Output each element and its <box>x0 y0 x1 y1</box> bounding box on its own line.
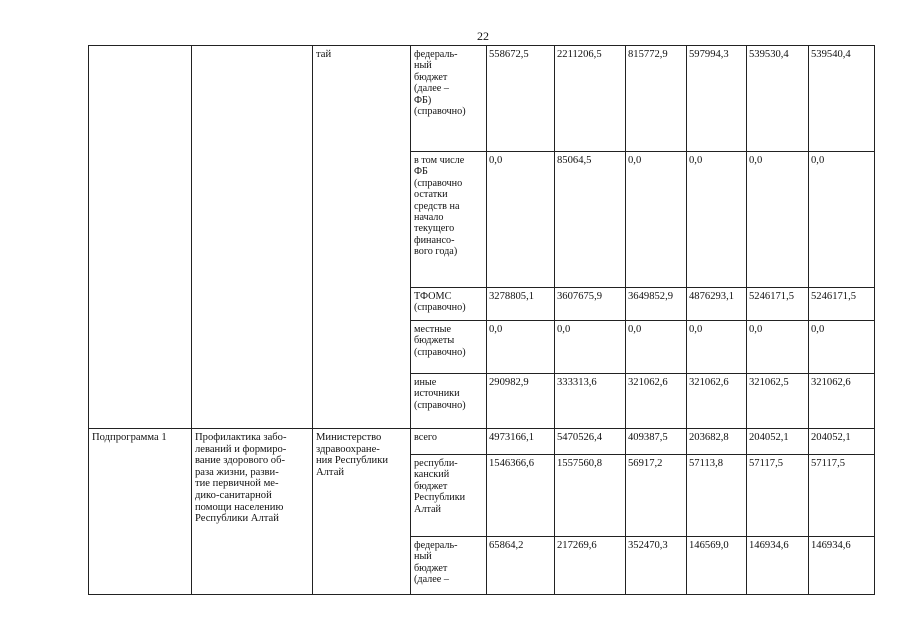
empty-cell <box>192 374 313 429</box>
value-cell: 321062,6 <box>809 374 875 429</box>
value-cell: 0,0 <box>747 321 809 374</box>
value-cell: 597994,3 <box>687 46 747 152</box>
value-cell: 203682,8 <box>687 429 747 455</box>
subprogram-label: Подпрограмма 1 <box>89 429 192 595</box>
value-cell: 4973166,1 <box>487 429 555 455</box>
value-cell: 539530,4 <box>747 46 809 152</box>
funding-source: федераль- ный бюджет (далее – ФБ) (справочно) <box>411 46 487 152</box>
value-cell: 5246171,5 <box>809 288 875 321</box>
value-cell: 539540,4 <box>809 46 875 152</box>
value-cell: 0,0 <box>809 152 875 288</box>
budget-table <box>88 45 875 595</box>
value-cell: 4876293,1 <box>687 288 747 321</box>
value-cell: 146569,0 <box>687 537 747 595</box>
value-cell: 57117,5 <box>747 455 809 537</box>
table-row <box>89 429 875 455</box>
value-cell: 2211206,5 <box>555 46 626 152</box>
funding-source: ТФОМС (справочно) <box>411 288 487 321</box>
value-cell: 85064,5 <box>555 152 626 288</box>
value-cell: 5470526,4 <box>555 429 626 455</box>
value-cell: 3607675,9 <box>555 288 626 321</box>
value-cell: 1557560,8 <box>555 455 626 537</box>
value-cell: 57113,8 <box>687 455 747 537</box>
subprogram-executor: Министерство здравоохране- ния Республики Алтай <box>313 429 411 595</box>
executor-cell: тай <box>313 46 411 429</box>
value-cell: 352470,3 <box>626 537 687 595</box>
value-cell: 409387,5 <box>626 429 687 455</box>
value-cell: 815772,9 <box>626 46 687 152</box>
value-cell: 0,0 <box>687 152 747 288</box>
value-cell: 321062,6 <box>626 374 687 429</box>
empty-cell <box>89 288 192 321</box>
value-cell: 558672,5 <box>487 46 555 152</box>
empty-cell <box>192 321 313 374</box>
value-cell: 217269,6 <box>555 537 626 595</box>
value-cell: 5246171,5 <box>747 288 809 321</box>
value-cell: 146934,6 <box>809 537 875 595</box>
empty-cell <box>192 288 313 321</box>
empty-cell <box>89 374 192 429</box>
funding-source: в том числе ФБ (справочно остатки средств на начало текущего финансо- вого года) <box>411 152 487 288</box>
empty-cell <box>89 46 192 152</box>
value-cell: 0,0 <box>555 321 626 374</box>
funding-source: местные бюджеты (справочно) <box>411 321 487 374</box>
value-cell: 0,0 <box>487 321 555 374</box>
value-cell: 321062,5 <box>747 374 809 429</box>
empty-cell <box>89 321 192 374</box>
table-row <box>89 321 875 374</box>
funding-source: федераль- ный бюджет (далее – <box>411 537 487 595</box>
table-row <box>89 46 875 152</box>
value-cell: 146934,6 <box>747 537 809 595</box>
value-cell: 204052,1 <box>747 429 809 455</box>
value-cell: 3649852,9 <box>626 288 687 321</box>
value-cell: 333313,6 <box>555 374 626 429</box>
table-body-subprogram <box>89 429 875 595</box>
value-cell: 0,0 <box>747 152 809 288</box>
value-cell: 204052,1 <box>809 429 875 455</box>
table-row <box>89 152 875 288</box>
value-cell: 65864,2 <box>487 537 555 595</box>
funding-source: всего <box>411 429 487 455</box>
value-cell: 0,0 <box>687 321 747 374</box>
value-cell: 0,0 <box>626 321 687 374</box>
empty-cell <box>192 152 313 288</box>
funding-source: республи- канский бюджет Республики Алтай <box>411 455 487 537</box>
value-cell: 321062,6 <box>687 374 747 429</box>
funding-source: иные источники (справочно) <box>411 374 487 429</box>
table-row <box>89 288 875 321</box>
value-cell: 1546366,6 <box>487 455 555 537</box>
value-cell: 0,0 <box>626 152 687 288</box>
table-body-continuation <box>89 46 875 429</box>
value-cell: 3278805,1 <box>487 288 555 321</box>
page-number: 22 <box>477 29 489 43</box>
empty-cell <box>192 46 313 152</box>
value-cell: 290982,9 <box>487 374 555 429</box>
value-cell: 57117,5 <box>809 455 875 537</box>
value-cell: 0,0 <box>487 152 555 288</box>
subprogram-name: Профилактика забо- леваний и формиро- вание здорового об- раза жизни, разви- тие первичной ме- дико-санитарной помощи населению Республики Алтай <box>192 429 313 595</box>
table-row <box>89 374 875 429</box>
value-cell: 0,0 <box>809 321 875 374</box>
value-cell: 56917,2 <box>626 455 687 537</box>
empty-cell <box>89 152 192 288</box>
